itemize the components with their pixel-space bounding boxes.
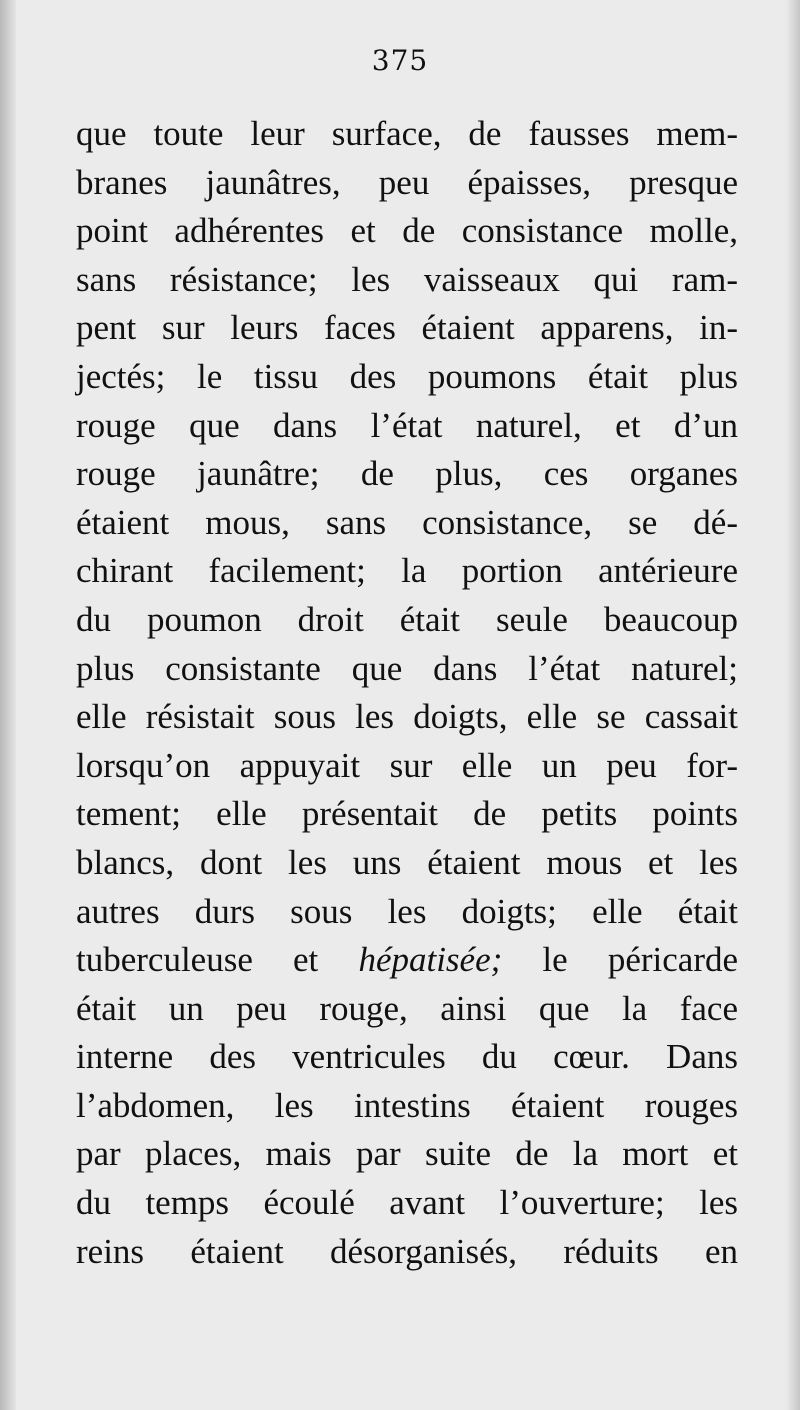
text-line: elle résistait sous les doigts, elle se cassait xyxy=(76,697,738,737)
text-line: était un peu rouge, ainsi que la face xyxy=(76,988,738,1028)
page-edge-shadow xyxy=(786,0,800,1410)
text-line: sans résistance; les vaisseaux qui ram- xyxy=(76,259,738,299)
text-line: plus consistante que dans l’état naturel; xyxy=(76,648,738,688)
text-line: autres durs sous les doigts; elle était xyxy=(76,891,738,931)
text-line: chirant facilement; la portion antérieure xyxy=(76,551,738,591)
text-line: du temps écoulé avant l’ouverture; les xyxy=(76,1183,738,1223)
text-line: point adhérentes et de consistance molle, xyxy=(76,211,738,251)
text-line: blancs, dont les uns étaient mous et les xyxy=(76,842,738,882)
text-line: rouge que dans l’état naturel, et d’un xyxy=(76,405,738,445)
italic-term: hépatisée; xyxy=(358,940,503,980)
text-line: du poumon droit était seule beaucoup xyxy=(76,599,738,639)
text-line: branes jaunâtres, peu épaisses, presque xyxy=(76,162,738,202)
text-segment: le péricarde xyxy=(502,940,739,980)
text-line: pent sur leurs faces étaient apparens, in- xyxy=(76,308,738,348)
text-line: rouge jaunâtre; de plus, ces organes xyxy=(76,454,738,494)
text-line: étaient mous, sans consistance, se dé- xyxy=(76,502,738,542)
text-line: lorsqu’on appuyait sur elle un peu for- xyxy=(76,745,738,785)
text-line-with-italic xyxy=(76,936,738,985)
page-number: 375 xyxy=(371,44,429,77)
text-line: reins étaient désorganisés, réduits en xyxy=(76,1231,738,1271)
text-line: que toute leur surface, de fausses mem- xyxy=(76,114,738,153)
text-line: par places, mais par suite de la mort et xyxy=(76,1134,738,1174)
text-line: jectés; le tissu des poumons était plus xyxy=(76,356,738,396)
body-text xyxy=(76,110,738,1276)
page-gutter-shadow xyxy=(0,0,16,1410)
text-line: l’abdomen, les intestins étaient rouges xyxy=(76,1085,738,1125)
text-line: tement; elle présentait de petits points xyxy=(76,794,738,834)
text-line: interne des ventricules du cœur. Dans xyxy=(76,1037,738,1077)
text-segment: tuberculeuse et xyxy=(76,940,359,980)
